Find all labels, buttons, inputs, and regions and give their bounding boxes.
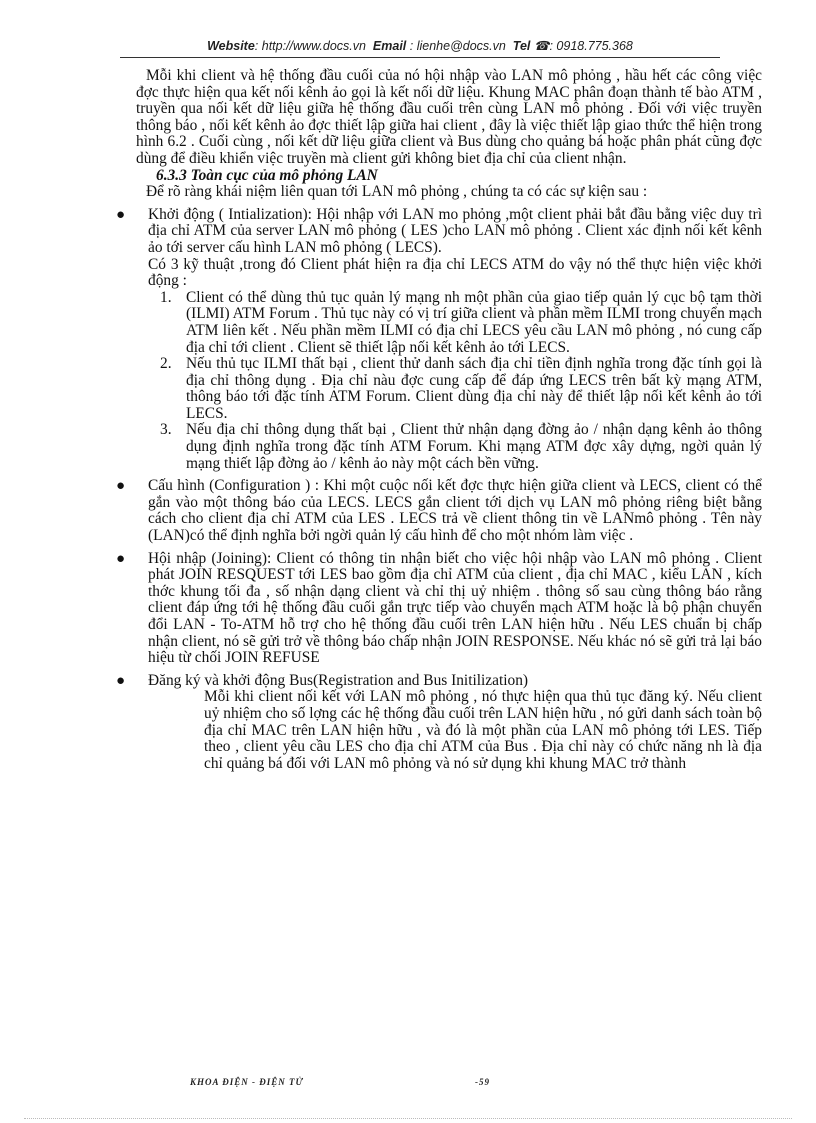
header-rule [120,57,720,58]
bullet-registration [116,671,762,773]
bullet-text: Hội nhập (Joining): Client có thông tin nhận biết cho việc hội nhập vào LAN mô phỏng . Client phát JOIN RESQUEST tới LES bao gồm địa chỉ ATM của client , địa chỉ MAC , kiểu LAN , kích thớc khung tối đa , số nhận dạng client và chỉ thị uỷ nhiệm . thông số sau cùng thông báo rằng client đáp ứng tới hệ thống đầu cuối gắn trực tiếp vào chuyển mạch ATM hoặc là bộ phận chuyển đổi LAN - To-ATM hỗ trợ cho hệ thống đầu cuối trên LAN hiện hữu . Nếu LES chuẩn bị chấp nhận client, nó sẽ gửi trở về thông báo chấp nhận JOIN RESPONSE. Nếu khác nó sẽ gửi trả lại báo hiệu từ chối JOIN REFUSE [148,549,762,667]
footer-label: KHOA ĐIỆN - ĐIỆN TỬ [190,1077,304,1087]
website-value: : http://www.docs.vn [254,39,366,53]
intro-paragraph: Mỗi khi client và hệ thống đầu cuối của nó hội nhập vào LAN mô phỏng , hầu hết các công việc đợc thực hiện qua kết nối kênh ảo gọi là kết nối dữ liệu. Khung MAC phân đoạn thành tế bào ATM , truyền qua nối kết dữ liệu giữa hệ thống đầu cuối trên cùng LAN mô phỏng . Đối với việc truyền thông báo , nối kết kênh ảo đợc thiết lập giữa hai client , đây là việc thiết lập giao thức thể hiện trong hình 6.2 . Cuối cùng , nối kết dữ liệu giữa client và Bus dùng cho quảng bá hoặc phân phát cũng đợc dùng để điều khiển việc truyền mà client gửi không biet địa chỉ của client nhận. [136,67,762,167]
page-header [120,38,720,53]
email-label: Email [372,39,407,53]
page-number: -59 [475,1077,490,1087]
bullet-icon: ● [116,672,126,689]
tel-value: : 0918.775.368 [549,39,633,53]
bullet-initialization [116,205,762,473]
document-body [116,67,762,772]
step-number: 1. [160,288,172,306]
list-item [160,421,762,472]
bullet-text: Khởi động ( Intialization): Hội nhập với LAN mo phỏng ,một client phải bắt đầu bằng việc duy trì địa chỉ ATM của server LAN mô phỏng ( LES )cho LAN mô phỏng . Client xác định nối kết kênh ảo tới server cấu hình LAN mô phỏng ( LECS). [148,205,762,256]
phone-icon: ☎ [533,39,550,53]
list-item [160,355,762,422]
page-footer [190,1077,610,1087]
step-number: 2. [160,355,172,373]
section-heading: 6.3.3 Toàn cục của mô phỏng LAN [156,166,378,184]
step-text: Client có thể dùng thủ tục quản lý mạng nh một phần của giao tiếp quản lý cục bộ tạm thời (ILMI) ATM Forum . Thủ tục này có vị trí giữa client và phần mềm ILMI trong chuyển mạch ATM liên kết . Nếu phần mềm ILMI có địa chỉ LECS yêu cầu LAN mô phỏng , nó cung cấp địa chỉ tới client . Client sẽ thiết lập nối kết kênh ảo tới LECS. [186,288,762,356]
section-intro: Để rõ ràng khái niệm liên quan tới LAN mô phỏng , chúng ta có các sự kiện sau : [146,183,648,201]
tel-label: Tel [512,39,531,53]
step-text: Nếu thủ tục ILMI thất bại , client thử danh sách địa chỉ tiền định nghĩa trong đặc tính gọi là địa chỉ thông dụng . Địa chỉ nàu đợc cung cấp để đáp ứng LECS trên bất kỳ mạng ATM, thông báo tới đặc tính ATM Forum. Client dùng địa chỉ này để thiết lập nối kết kênh ảo tới LECS. [186,355,762,422]
steps-list [148,290,762,473]
footer-divider [24,1118,792,1119]
bullet-icon: ● [116,206,126,223]
bullet-icon: ● [116,550,126,567]
bullet-text: Đăng ký và khởi động Bus(Registration and Bus Initilization) [148,671,529,689]
bullet-icon: ● [116,478,126,495]
bullet-text: Cấu hình (Configuration ) : Khi một cuộc nối kết đợc thực hiện giữa client và LECS, client có thể gắn vào một thông báo của LECS. LECS gắn client tới dịch vụ LAN mô phỏng riêng biệt bằng cách cho client địa chỉ ATM của LES . LECS trả về client thông tin về LANmô phỏng . Tên này (LAN)có thể định nghĩa bởi ngời quản lý cấu hình để cho một nhóm làm việc . [148,477,762,545]
website-label: Website [207,39,255,53]
list-item [160,288,762,356]
step-number: 3. [160,421,172,439]
bullet-subtext: Mỗi khi client nối kết với LAN mô phỏng , nó thực hiện qua thủ tục đăng ký. Nếu client uỷ nhiệm cho số lợng các hệ thống đầu cuối trên LAN hiện hữu , nó gửi danh sách toàn bộ địa chỉ MAC trên LAN hiện hữu , và đó là một phần của LAN mô phỏng tới LES. Tiếp theo , client yêu cầu LES cho địa chỉ ATM của Bus . Địa chỉ này có chức năng nh là địa chỉ quảng bá đối với LAN mô phỏng và nó sử dụng khi khung MAC trở thành [204,688,762,772]
bullet-joining [116,549,762,667]
email-value: : lienhe@docs.vn [409,39,506,53]
step-text: Nếu địa chỉ thông dụng thất bại , Client thử nhận dạng đờng ảo / nhận dạng kênh ảo thông dụng định nghĩa trong đặc tính ATM Forum. Khi mạng ATM đợc xây dựng, ngời quản lý mạng thiết lập đờng ảo / kênh ảo này một cách bền vững. [186,421,762,472]
bullet-subtext: Có 3 kỹ thuật ,trong đó Client phát hiện ra địa chỉ LECS ATM do vậy nó thể thực hiện việc khởi động : [148,255,762,290]
bullet-configuration [116,477,762,545]
